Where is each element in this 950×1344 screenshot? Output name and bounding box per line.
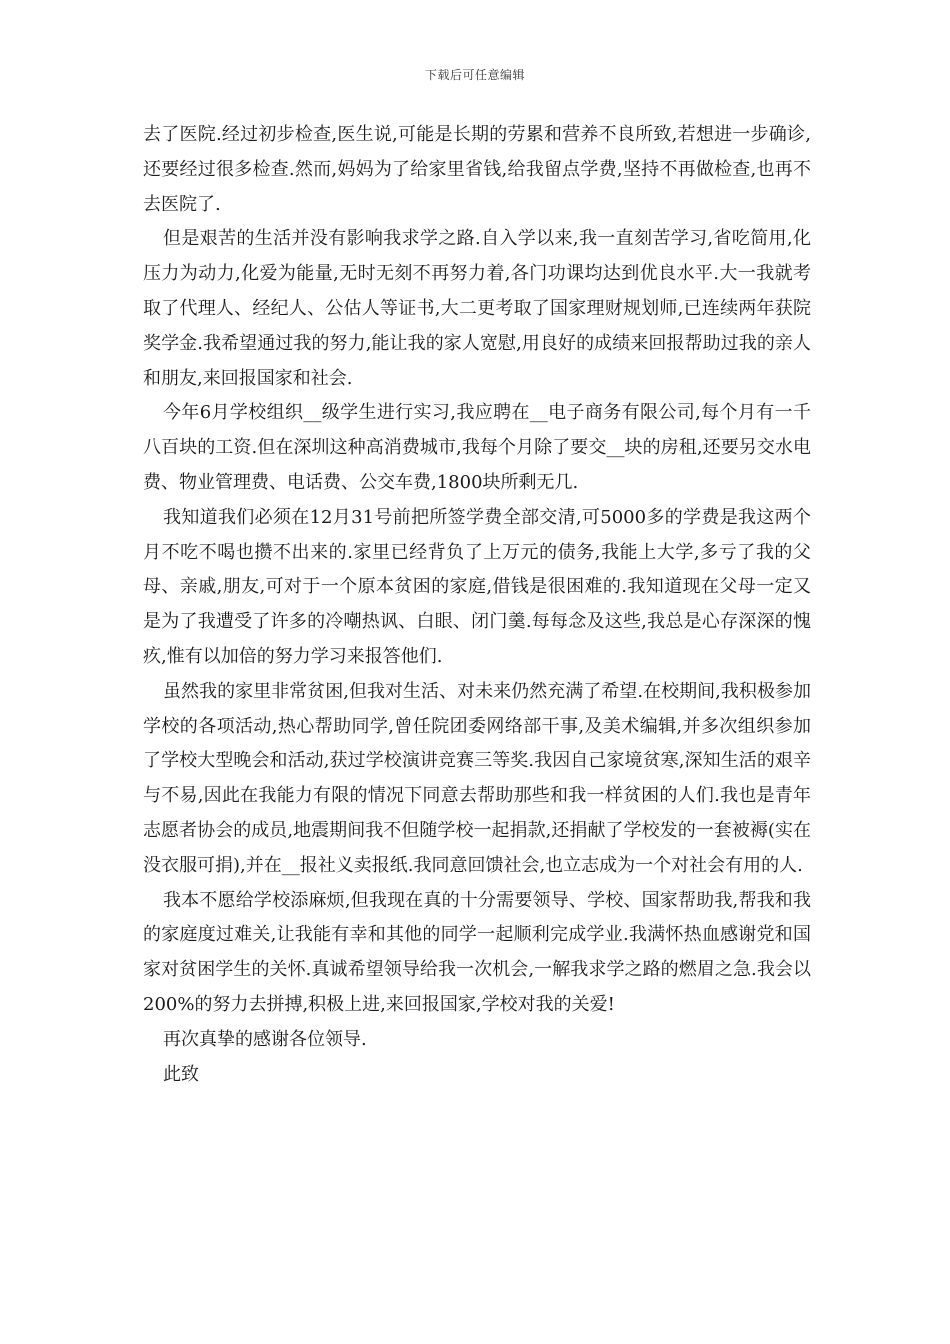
paragraph-activities: 虽然我的家里非常贫困,但我对生活、对未来仍然充满了希望.在校期间,我积极参加学校的各项活动,热心帮助同学,曾任院团委网络部干事,及美术编辑,并多次组织参加了学校大型晚会和活动,获过学校演讲竞赛三等奖.我因自己家境贫寒,深知生活的艰辛与不易,因此在我能力有限的情况下同意去帮助那些和我一样贫困的人们.我也是青年志愿者协会的成员,地震期间我不但随学校一起捐款,还捐献了学校发的一套被褥(实在没衣服可捐),并在__报社义卖报纸.我同意回馈社会,也立志成为一个对社会有用的人. <box>143 680 811 876</box>
paragraph-continued: 去了医院.经过初步检查,医生说,可能是长期的劳累和营养不良所致,若想进一步确诊,还要经过很多检查.然而,妈妈为了给家里省钱,给我留点学费,坚持不再做检查,也再不去医院了. <box>143 124 811 215</box>
page-header: 下载后可任意编辑 <box>424 68 525 82</box>
document-body <box>143 118 811 1092</box>
paragraph-closing: 此致 <box>163 1063 199 1085</box>
paragraph-study: 但是艰苦的生活并没有影响我求学之路.自入学以来,我一直刻苦学习,省吃简用,化压力为动力,化爱为能量,无时无刻不再努力着,各门功课均达到优良水平.大一我就考取了代理人、经纪人、公估人等证书,大二更考取了国家理财规划师,已连续两年获院奖学金.我希望通过我的努力,能让我的家人宽慰,用良好的成绩来回报帮助过我的亲人和朋友,来回报国家和社会. <box>143 228 811 389</box>
paragraph-internship: 今年6月学校组织__级学生进行实习,我应聘在__电子商务有限公司,每个月有一千八百块的工资.但在深圳这种高消费城市,我每个月除了要交__块的房租,还要另交水电费、物业管理费、电话费、公交车费,1800块所剩无几. <box>143 402 811 493</box>
paragraph-request: 我本不愿给学校添麻烦,但我现在真的十分需要领导、学校、国家帮助我,帮我和我的家庭度过难关,让我能有幸和其他的同学一起顺利完成学业.我满怀热血感谢党和国家对贫困学生的关怀.真诚希望领导给我一次机会,一解我求学之路的燃眉之急.我会以200%的努力去拼搏,积极上进,来回报国家,学校对我的关爱! <box>143 889 811 1015</box>
paragraph-tuition: 我知道我们必须在12月31号前把所签学费全部交清,可5000多的学费是我这两个月不吃不喝也攒不出来的.家里已经背负了上万元的债务,我能上大学,多亏了我的父母、亲戚,朋友,可对于一个原本贫困的家庭,借钱是很困难的.我知道现在父母一定又是为了我遭受了许多的冷嘲热讽、白眼、闭门羹.每每念及这些,我总是心存深深的愧疚,惟有以加倍的努力学习来报答他们. <box>143 506 811 667</box>
paragraph-thanks: 再次真挚的感谢各位领导. <box>163 1028 367 1050</box>
